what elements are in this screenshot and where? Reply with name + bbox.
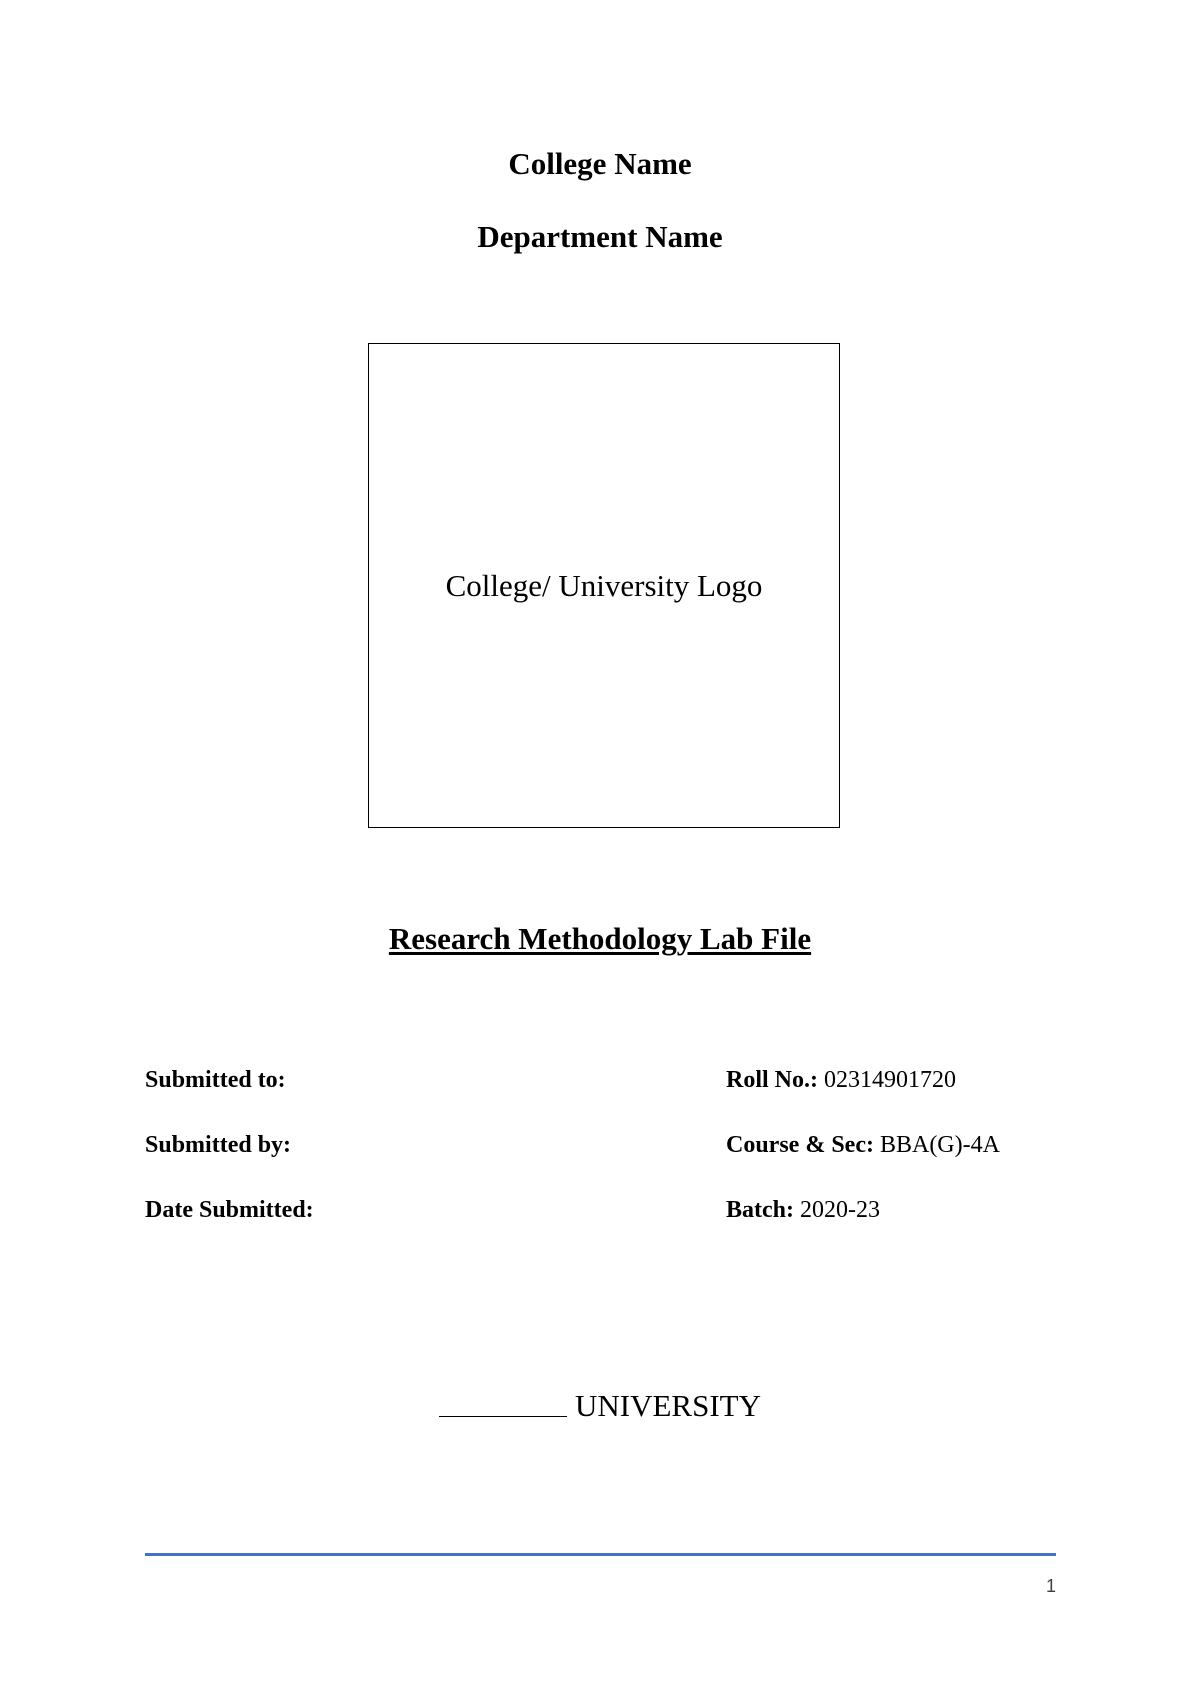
department-name: Department Name bbox=[477, 219, 723, 254]
university-line bbox=[0, 1386, 1200, 1426]
course-section-value: BBA(G)-4A bbox=[879, 1132, 1000, 1158]
course-section-label: Course & Sec: bbox=[726, 1132, 874, 1158]
page-number: 1 bbox=[1045, 1576, 1056, 1596]
university-name-blank bbox=[439, 1386, 567, 1417]
roll-number-value: 02314901720 bbox=[824, 1067, 956, 1093]
college-name: College Name bbox=[508, 146, 692, 181]
roll-number-field bbox=[726, 1064, 956, 1096]
batch-field bbox=[726, 1194, 880, 1226]
date-submitted-field bbox=[145, 1194, 314, 1226]
logo-placeholder-text: College/ University Logo bbox=[445, 568, 763, 603]
document-title: Research Methodology Lab File bbox=[388, 921, 812, 956]
submitted-to-label: Submitted to: bbox=[145, 1067, 286, 1093]
roll-number-label: Roll No.: bbox=[726, 1067, 818, 1093]
submitted-by-field bbox=[145, 1129, 291, 1161]
university-text: UNIVERSITY bbox=[575, 1388, 761, 1423]
batch-value: 2020-23 bbox=[800, 1197, 880, 1223]
date-submitted-label: Date Submitted: bbox=[145, 1197, 314, 1223]
course-section-field bbox=[726, 1129, 1000, 1161]
footer-divider bbox=[145, 1553, 1056, 1556]
logo-placeholder-box bbox=[368, 343, 840, 828]
submitted-by-label: Submitted by: bbox=[145, 1132, 292, 1158]
batch-label: Batch: bbox=[726, 1197, 794, 1223]
submitted-to-field bbox=[145, 1064, 286, 1096]
